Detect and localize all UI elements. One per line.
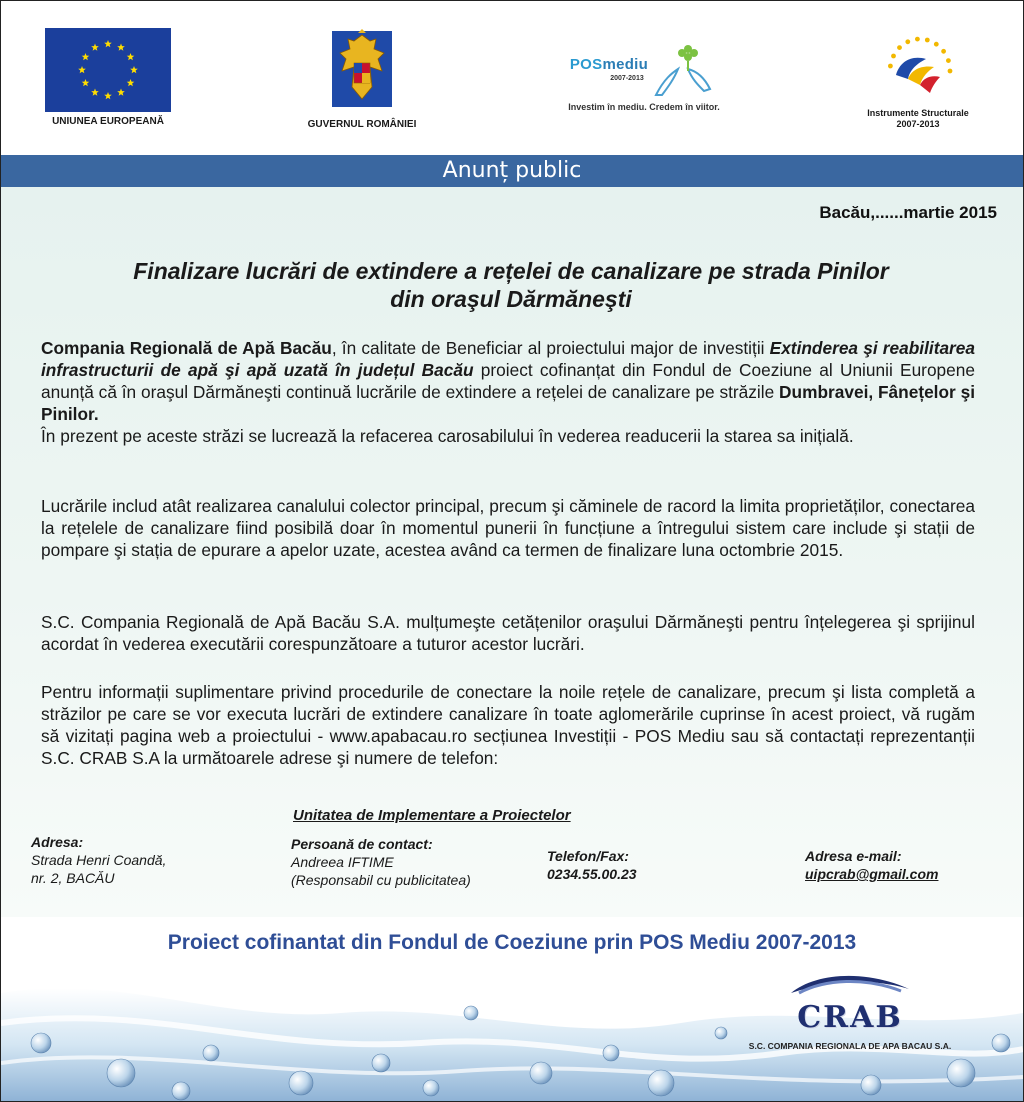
person-role: (Responsabil cu publicitatea) — [291, 872, 471, 888]
eu-logo — [41, 28, 175, 127]
logo-header — [1, 1, 1023, 153]
is-star-icon — [946, 58, 951, 63]
paragraph-4: Pentru informații suplimentare privind procedurile de conectare la noile rețele de canalizare, precum şi lista completă a străzilor pe care se vor executa lucrări de extindere canalizare în toate aglomerările cuprinse în acest proiect, vă rugăm să vizitați pagina web a proiectului - www.apabacau.ro secțiunea Investiții - POS Mediu sau să contactați reprezentanții S.C. CRAB S.A la următoarele adrese şi numere de telefon: — [41, 682, 975, 768]
is-star-icon — [915, 37, 920, 42]
title-line-1: Finalizare lucrări de extindere a rețelei de canalizare pe strada Pinilor — [133, 258, 889, 284]
structural-instruments-caption-2: 2007-2013 — [896, 119, 940, 129]
eu-star-icon — [127, 79, 135, 86]
government-logo — [297, 27, 427, 130]
crab-wordmark: CRAB — [797, 1000, 903, 1035]
water-drop-icon — [289, 1071, 313, 1095]
eu-star-icon — [117, 89, 125, 96]
eu-star-icon — [91, 43, 99, 50]
paragraph-1b: În prezent pe aceste străzi se lucrează la refacerea carosabilului în vederea readucerii la starea sa inițială. — [41, 426, 854, 446]
water-drop-icon — [992, 1034, 1010, 1052]
structural-instruments-icon — [878, 31, 958, 103]
water-drop-icon — [107, 1059, 135, 1087]
posmediu-name-b: mediu — [602, 56, 649, 73]
posmediu-name-a: POS — [569, 56, 603, 73]
contact-person-block — [291, 835, 471, 889]
posmediu-years: 2007-2013 — [610, 75, 644, 82]
p1-text-2: proiect cofinanțat din Fondul de Coeziune al Uniunii Europene anunță că în oraşul Dărmăneşti continuă lucrările de extindere a rețelei de canalizare pe străzile — [41, 360, 975, 402]
eu-star-icon — [117, 43, 125, 50]
address-line-1: Strada Henri Coandă, — [31, 852, 167, 868]
is-star-icon — [948, 69, 953, 74]
email-label: Adresa e-mail: — [805, 848, 902, 864]
water-drop-icon — [172, 1082, 190, 1100]
eu-caption: UNIUNEA EUROPEANĂ — [52, 116, 164, 127]
project-name: Extinderea şi reabilitarea infrastructurii de apă şi apă uzată în județul Bacău — [41, 338, 976, 380]
eu-star-icon — [82, 53, 90, 60]
eu-flag-icon — [45, 28, 171, 112]
paragraph-1 — [41, 337, 975, 425]
title-line-2: din oraşul Dărmăneşti — [390, 286, 632, 312]
company-name: Compania Regională de Apă Bacău — [41, 338, 332, 358]
phone-block — [547, 847, 637, 883]
eu-star-icon — [91, 89, 99, 96]
eu-star-icon — [82, 79, 90, 86]
announcement-banner: Anunț public — [1, 155, 1023, 187]
street-names: Dumbravei, Fânețelor şi Pinilor. — [41, 382, 976, 424]
paragraph-2: Lucrările includ atât realizarea canalului colector principal, precum şi căminele de racord la limita proprietăților, conectarea la rețelele de canalizare fiind posibilă doar în momentul punerii în funcțiune a întregului sistem care include şi stații de pompare şi stația de epurare a apelor uzate, acestea având ca termen de finalizare luna octombrie 2015. — [41, 496, 975, 560]
paragraph-3: S.C. Compania Regională de Apă Bacău S.A. mulțumeşte cetățenilor oraşului Dărmăneşti pentru înțelegerea şi sprijinul acordat în vederea executării corespunzătoare a tuturor acestor lucrări. — [41, 612, 975, 654]
phone-label: Telefon/Fax: — [547, 848, 629, 864]
crab-company-name: S.C. COMPANIA REGIONALA DE APA BACAU S.A. — [748, 1041, 952, 1051]
email-link[interactable]: uipcrab@gmail.com — [805, 866, 939, 882]
crab-wave-icon — [785, 969, 915, 995]
water-drop-icon — [464, 1006, 478, 1020]
announcement-title — [21, 257, 1001, 313]
is-star-icon — [941, 49, 946, 54]
address-block — [31, 833, 166, 887]
water-drop-icon — [861, 1075, 881, 1095]
date-line: Bacău,......martie 2015 — [819, 203, 997, 222]
is-star-icon — [934, 42, 939, 47]
posmediu-logo — [549, 39, 739, 112]
is-star-icon — [925, 38, 930, 43]
is-star-icon — [905, 39, 910, 44]
water-drop-icon — [715, 1027, 727, 1039]
water-drop-icon — [203, 1045, 219, 1061]
government-caption: GUVERNUL ROMÂNIEI — [307, 119, 417, 130]
posmediu-name — [570, 56, 648, 73]
eu-star-icon — [78, 66, 86, 73]
water-drop-icon — [947, 1059, 975, 1087]
is-star-icon — [897, 45, 902, 50]
eu-star-icon — [130, 66, 138, 73]
eu-star-icon — [104, 40, 112, 47]
is-star-icon — [891, 54, 896, 59]
water-drop-icon — [372, 1054, 390, 1072]
phone-number: 0234.55.00.23 — [547, 866, 637, 882]
hands-leaf-icon — [648, 39, 718, 99]
is-star-icon — [888, 64, 893, 69]
implementation-unit-heading: Unitatea de Implementare a Proiectelor — [293, 807, 571, 824]
address-label: Adresa: — [31, 834, 84, 850]
water-drop-icon — [31, 1033, 51, 1053]
footer-cofinancing-title: Proiect cofinantat din Fondul de Coeziune prin POS Mediu 2007-2013 — [167, 931, 857, 954]
posmediu-tagline: Investim în mediu. Credem în viitor. — [568, 102, 720, 112]
water-drop-icon — [603, 1045, 619, 1061]
eu-star-icon — [127, 53, 135, 60]
p1-text-1: , în calitate de Beneficiar al proiectului major de investiții — [331, 338, 770, 358]
structural-instruments-caption-1: Instrumente Structurale — [867, 108, 969, 118]
email-block — [805, 847, 938, 883]
water-drop-icon — [423, 1080, 439, 1096]
water-drop-icon — [530, 1062, 552, 1084]
address-line-2: nr. 2, BACĂU — [31, 870, 115, 886]
structural-instruments-logo — [853, 31, 983, 130]
romania-coat-of-arms-icon — [330, 27, 394, 111]
eu-star-icon — [104, 92, 112, 99]
water-drop-icon — [648, 1070, 674, 1096]
crab-logo — [745, 969, 955, 1051]
person-label: Persoană de contact: — [291, 836, 433, 852]
person-name: Andreea IFTIME — [291, 854, 394, 870]
